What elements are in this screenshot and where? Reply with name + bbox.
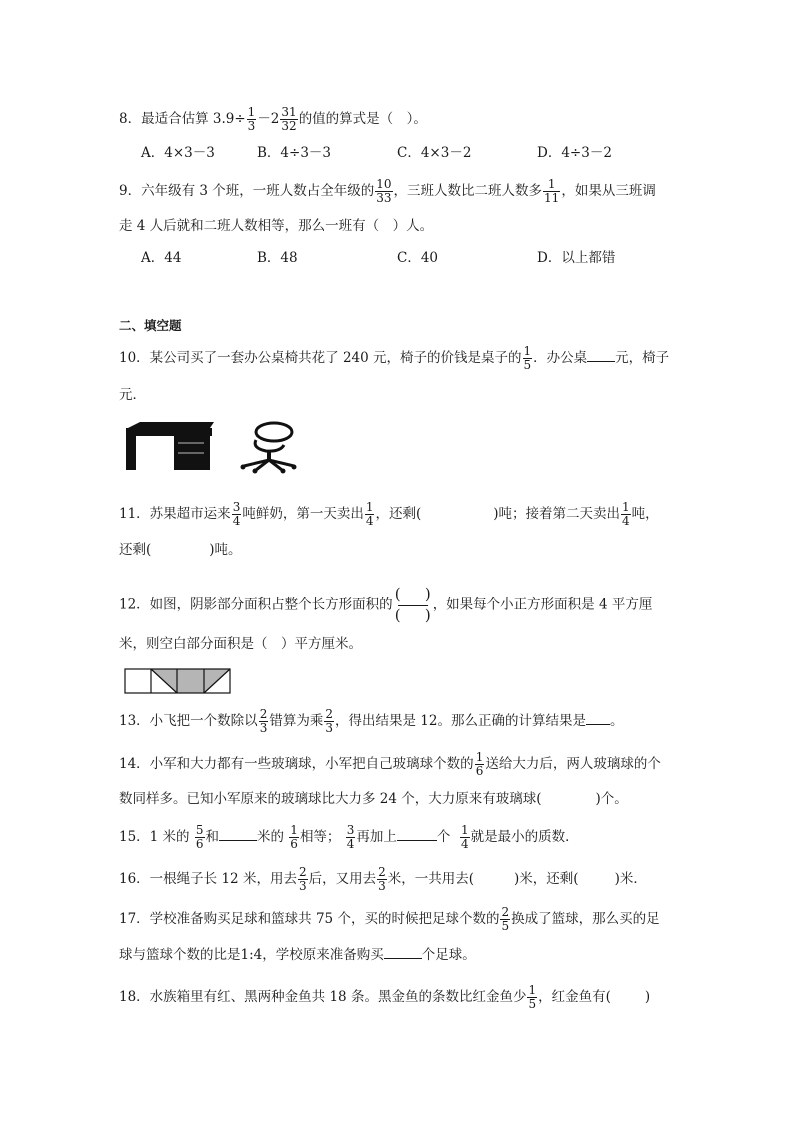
- fraction: $\frac{2}{3}$: [325, 707, 333, 735]
- q8-option-a[interactable]: A．4×3－3: [141, 145, 215, 161]
- question-17: 17．学校准备购买足球和篮球共 75 个，买的时候把足球个数的 $\frac{2}{5}$ 换成了篮球，那么买的足: [119, 905, 660, 933]
- question-11: 11．苏果超市运来 $\frac{3}{4}$ 吨鲜奶，第一天卖出 $\frac{1}{4}$ ，还剩( )吨；接着第二天卖出 $\frac{1}{4}$ 吨，: [119, 500, 659, 528]
- question-18: 18．水族箱里有红、黑两种金鱼共 18 条。黑金鱼的条数比红金鱼少 $\frac{1}{5}$ ，红金鱼有( ): [119, 983, 651, 1011]
- fraction: $\frac{1}{4}$: [460, 823, 469, 851]
- fraction: $\frac{1}{6}$: [290, 823, 298, 851]
- question-16: 16．一根绳子长 12 米，用去 $\frac{2}{3}$ 后，又用去 $\frac{2}{3}$ 米，一共用去( )米，还剩( )米．: [119, 865, 647, 893]
- question-12-line2: 米，则空白部分面积是（ ）平方厘米。: [119, 636, 362, 652]
- fraction: $\frac{2}{3}$: [259, 707, 268, 735]
- fraction: $\frac{1}{5}$: [528, 983, 537, 1011]
- desk-icon: [122, 420, 216, 472]
- answer-blank[interactable]: [397, 826, 437, 841]
- fraction: $\frac{31}{32}$: [281, 105, 297, 133]
- fraction: $\frac{5}{6}$: [195, 823, 204, 851]
- q9-option-c[interactable]: C．40: [397, 250, 439, 266]
- question-8: 8．最适合估算 3.9÷ $\frac{1}{3}$ －2 $\frac{31}{32}$ 的值的算式是（ ）。: [119, 105, 427, 133]
- question-14-line2: 数同样多。已知小军原来的玻璃球比大力多 24 个，大力原来有玻璃球( )个。: [119, 791, 628, 807]
- question-14: 14．小军和大力都有一些玻璃球，小军把自己玻璃球个数的 $\frac{1}{6}$ 送给大力后，两人玻璃球的个: [119, 750, 661, 778]
- section-title-fill-in: 二、填空题: [119, 318, 182, 333]
- shaded-rectangle-figure: [124, 668, 234, 694]
- q8-option-b[interactable]: B．4÷3－3: [257, 145, 331, 161]
- question-10-line2: 元．: [119, 387, 146, 403]
- answer-blank[interactable]: [219, 826, 257, 841]
- fraction: $\frac{2}{5}$: [501, 905, 510, 933]
- fraction: $\frac{2}{3}$: [298, 865, 307, 893]
- q9-option-a[interactable]: A．44: [141, 250, 182, 266]
- question-15: 15．1 米的 $\frac{5}{6}$ 和 米的 $\frac{1}{6}$ 相等； $\frac{3}{4}$ 再加上 个 $\frac{1}{4}$ 就是最小的质数．: [119, 823, 579, 851]
- question-17-line2: 球与篮球个数的比是1:4，学校原来准备购买 个足球。: [119, 944, 476, 965]
- fraction: $\frac{1}{4}$: [365, 500, 374, 528]
- fraction: $\frac{1}{6}$: [475, 750, 484, 778]
- fraction: $\frac{10}{33}$: [376, 177, 392, 205]
- q8-option-d[interactable]: D．4÷3－2: [537, 145, 612, 161]
- answer-blank[interactable]: [586, 710, 610, 725]
- fraction: $\frac{3}{4}$: [232, 500, 241, 528]
- fraction: $\frac{2}{3}$: [378, 865, 386, 893]
- question-9: 9．六年级有 3 个班，一班人数占全年级的 $\frac{10}{33}$ ，三班人数比二班人数多 $\frac{1}{11}$ ，如果从三班调: [119, 177, 656, 205]
- question-12: 12．如图，阴影部分面积占整个长方形面积的 ( ) ( ) ，如果每个小正方形面积是 4 平方厘: [119, 585, 653, 624]
- chair-icon: [236, 418, 298, 474]
- fraction: $\frac{1}{11}$: [544, 177, 560, 205]
- question-13: 13．小飞把一个数除以 $\frac{2}{3}$ 错算为乘 $\frac{2}{3}$ ，得出结果是 12。那么正确的计算结果是 。: [119, 707, 624, 735]
- q9-option-d[interactable]: D．以上都错: [537, 250, 616, 266]
- q8-prefix: 8．最适合估算 3.9÷: [119, 111, 246, 127]
- fraction: $\frac{1}{4}$: [622, 500, 630, 528]
- fraction: $\frac{1}{3}$: [247, 105, 256, 133]
- fraction-blank[interactable]: ( ) ( ): [394, 585, 431, 624]
- answer-blank[interactable]: [587, 347, 615, 362]
- question-11-line2: 还剩( )吨。: [119, 542, 242, 558]
- fraction: $\frac{3}{4}$: [346, 823, 355, 851]
- question-9-line2: 走 4 人后就和二班人数相等，那么一班有（ ）人。: [119, 218, 434, 234]
- question-10: 10．某公司买了一套办公桌椅共花了 240 元，椅子的价钱是桌子的 $\frac{1}{5}$ ．办公桌 元，椅子: [119, 344, 670, 372]
- answer-blank[interactable]: [384, 944, 422, 959]
- q8-option-c[interactable]: C．4×3－2: [397, 145, 472, 161]
- q9-option-b[interactable]: B．48: [257, 250, 298, 266]
- fraction: $\frac{1}{5}$: [523, 344, 532, 372]
